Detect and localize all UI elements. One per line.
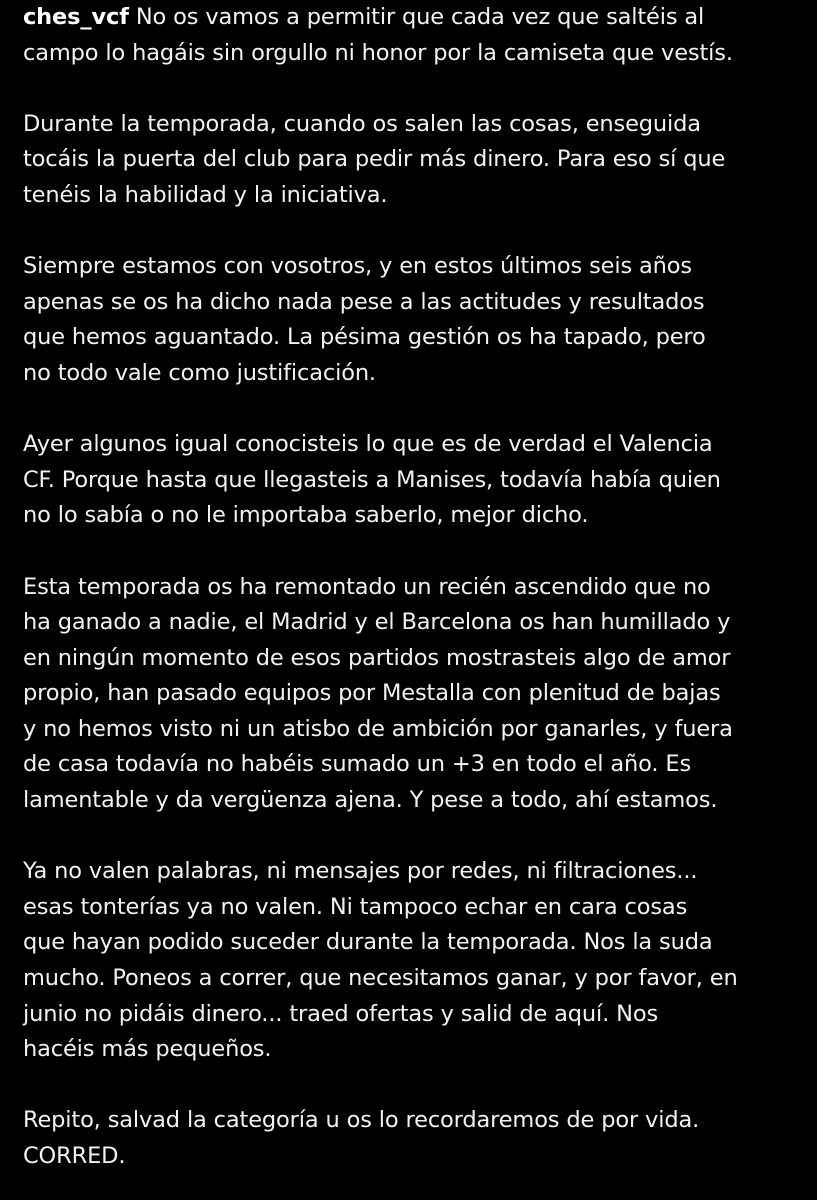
caption-paragraph-2 [23, 107, 813, 214]
caption-line: tocáis la puerta del club para pedir más dinero. Para eso sí que [23, 146, 726, 173]
caption-paragraph-3 [23, 249, 813, 391]
caption-line: propio, han pasado equipos por Mestalla con plenitud de bajas [23, 680, 721, 707]
caption-line: Durante la temporada, cuando os salen las cosas, enseguida [23, 110, 701, 137]
post-caption [23, 0, 813, 1175]
caption-line: campo lo hagáis sin orgullo ni honor por la camiseta que vestís. [23, 39, 733, 66]
caption-line: y no hemos visto ni un atisbo de ambición por ganarles, y fuera [23, 715, 733, 742]
caption-paragraph-6 [23, 854, 813, 1068]
caption-line: que hemos aguantado. La pésima gestión os ha tapado, pero [23, 324, 706, 351]
caption-line: Ya no valen palabras, ni mensajes por redes, ni filtraciones... [23, 858, 698, 885]
caption-line: en ningún momento de esos partidos mostrasteis algo de amor [23, 644, 731, 671]
caption-paragraph-5 [23, 570, 813, 819]
caption-line: CF. Porque hasta que llegasteis a Manises, todavía había quien [23, 466, 721, 493]
caption-line: Siempre estamos con vosotros, y en estos últimos seis años [23, 253, 692, 280]
username-link[interactable]: ches_vcf [23, 4, 129, 30]
caption-line [23, 0, 813, 36]
caption-line: ha ganado a nadie, el Madrid y el Barcelona os han humillado y [23, 609, 731, 636]
caption-line: de casa todavía no habéis sumado un +3 en todo el año. Es [23, 751, 692, 778]
caption-paragraph-7 [23, 1103, 813, 1174]
caption-line: no todo vale como justificación. [23, 359, 376, 386]
caption-line: Esta temporada os ha remontado un recién ascendido que no [23, 573, 711, 600]
caption-line: mucho. Poneos a correr, que necesitamos ganar, y por favor, en [23, 965, 738, 992]
caption-line: Ayer algunos igual conocisteis lo que es de verdad el Valencia [23, 431, 713, 458]
caption-line: que hayan podido suceder durante la temporada. Nos la suda [23, 929, 713, 956]
caption-line: hacéis más pequeños. [23, 1036, 272, 1063]
caption-line: junio no pidáis dinero... traed ofertas y salid de aquí. Nos [23, 1000, 659, 1027]
caption-line: lamentable y da vergüenza ajena. Y pese a todo, ahí estamos. [23, 787, 718, 814]
caption-paragraph-4 [23, 427, 813, 534]
caption-line: esas tonterías ya no valen. Ni tampoco echar en cara cosas [23, 893, 688, 920]
caption-line: apenas se os ha dicho nada pese a las actitudes y resultados [23, 288, 705, 315]
caption-line: CORRED. [23, 1143, 126, 1169]
caption-paragraph-1 [23, 0, 813, 71]
caption-line: no lo sabía o no le importaba saberlo, mejor dicho. [23, 502, 589, 529]
caption-text: No os vamos a permitir que cada vez que saltéis al [135, 4, 705, 30]
caption-line: tenéis la habilidad y la iniciativa. [23, 181, 388, 208]
caption-line: Repito, salvad la categoría u os lo recordaremos de por vida. [23, 1107, 700, 1134]
